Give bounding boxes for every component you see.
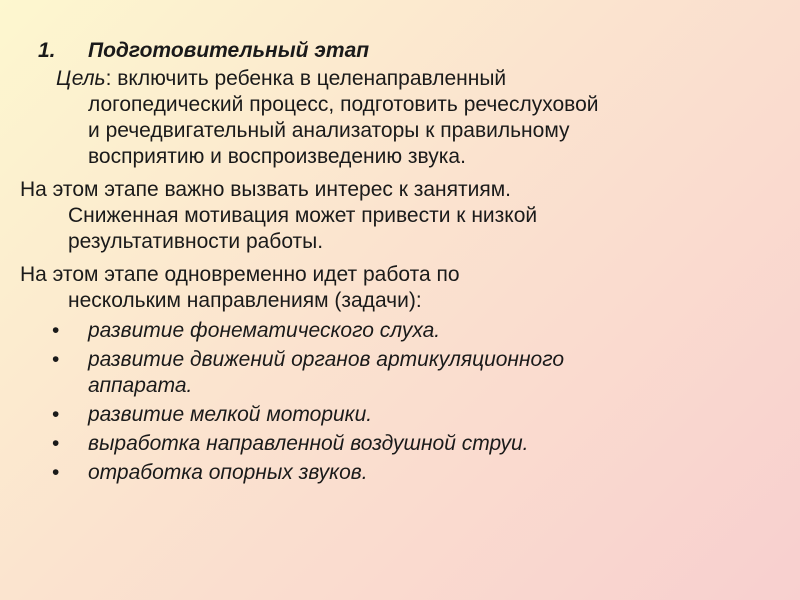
tasks-intro-paragraph [20,262,720,314]
goal-line: и речедвигательный анализаторы к правильному [88,119,570,142]
task-text: развитие движений органов артикуляционного [88,348,565,371]
tasks-list [38,318,758,489]
goal-paragraph [38,66,738,170]
interest-paragraph [20,177,720,255]
goal-line: восприятию и воспроизведению звука. [88,145,466,168]
task-item [38,347,758,399]
bullet-icon: • [52,432,60,455]
task-text: выработка направленной воздушной струи. [88,432,529,455]
interest-line: На этом этапе важно вызвать интерес к занятиям. [20,178,512,201]
bullet-icon: • [52,348,60,371]
stage-heading [38,38,369,64]
goal-line: логопедический процесс, подготовить речеслуховой [88,93,599,116]
tasks-intro-line: На этом этапе одновременно идет работа по [20,263,460,286]
tasks-intro-line: нескольким направлениям (задачи): [68,289,422,312]
goal-label: Цель [56,67,106,90]
task-text: отработка опорных звуков. [88,461,368,484]
task-text: развитие фонематического слуха. [88,319,441,342]
task-item [38,431,758,457]
bullet-icon: • [52,319,60,342]
bullet-icon: • [52,461,60,484]
task-item [38,318,758,344]
task-text: развитие мелкой моторики. [88,403,373,426]
task-item [38,402,758,428]
interest-line: результативности работы. [68,230,324,253]
goal-text: : включить ребенка в целенаправленный [105,67,507,90]
task-text: аппарата. [88,374,193,397]
goal-line [38,66,738,92]
task-item [38,460,758,486]
interest-line: Сниженная мотивация может привести к низкой [68,204,538,227]
stage-number: 1. [38,39,56,62]
bullet-icon: • [52,403,60,426]
stage-title: Подготовительный этап [88,39,370,62]
